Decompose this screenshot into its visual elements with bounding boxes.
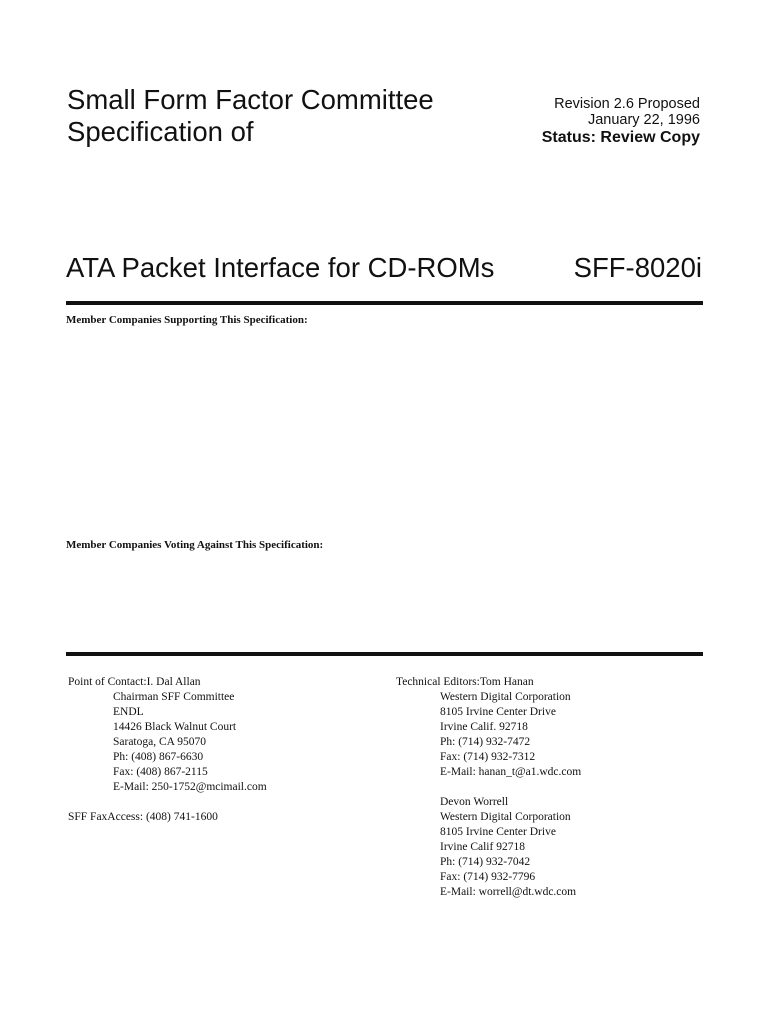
editor-1-email: E-Mail: hanan_t@a1.wdc.com [440,766,582,778]
committee-line-2: Specification of [67,116,254,147]
contact-line: Saratoga, CA 95070 [113,736,206,748]
contact-line: Ph: (408) 867-6630 [113,751,204,763]
revision-date: January 22, 1996 [587,112,700,128]
contact-line: 14426 Black Walnut Court [113,721,237,733]
spec-title-row [66,251,702,285]
contact-line: Fax: (408) 867-2115 [113,766,208,778]
editor-1-line: Irvine Calif. 92718 [440,721,528,733]
against-members-label: Member Companies Voting Against This Specification: [66,539,324,551]
contact-line: Chairman SFF Committee [113,691,235,703]
editor-2-line: Western Digital Corporation [440,811,571,823]
editor-2-line: 8105 Irvine Center Drive [440,826,556,838]
revision-text: Revision 2.6 Proposed [554,96,700,112]
contact-details [68,690,267,795]
committee-heading [67,84,434,148]
faxaccess-line: SFF FaxAccess: (408) 741-1600 [68,811,218,823]
top-rule [66,301,703,305]
spec-code: SFF-8020i [573,252,702,283]
editor-2-line: Fax: (714) 932-7796 [440,871,536,883]
editor-2-line: Irvine Calif 92718 [440,841,525,853]
point-of-contact [68,675,267,825]
editor-1-line: 8105 Irvine Center Drive [440,706,556,718]
status-text: Status: Review Copy [541,129,700,146]
contact-line: ENDL [113,706,144,718]
contact-label: Point of Contact:I. Dal Allan [68,676,201,688]
supporting-members-label: Member Companies Supporting This Specification: [66,314,308,326]
contact-email: E-Mail: 250-1752@mcimail.com [113,781,267,793]
editor-1-line: Ph: (714) 932-7472 [440,736,531,748]
technical-editors [396,675,581,900]
committee-line-1: Small Form Factor Committee [67,84,434,115]
spacer [68,795,267,810]
editor-2-line: Ph: (714) 932-7042 [440,856,531,868]
editor-2-name: Devon Worrell [440,796,509,808]
editors-label: Technical Editors:Tom Hanan [396,676,534,688]
spec-title: ATA Packet Interface for CD-ROMs [66,252,495,283]
editor-1-line: Western Digital Corporation [440,691,571,703]
editor-1-details [396,690,581,900]
revision-block [542,96,700,148]
editor-1-line: Fax: (714) 932-7312 [440,751,536,763]
editor-2-email: E-Mail: worrell@dt.wdc.com [440,886,577,898]
bottom-rule [66,652,703,656]
